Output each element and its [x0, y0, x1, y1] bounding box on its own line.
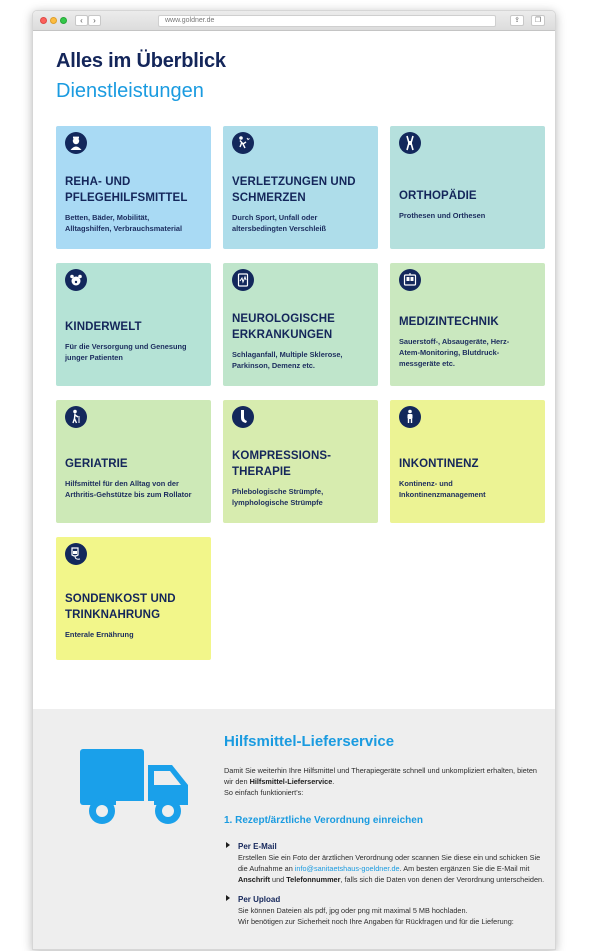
service-tile[interactable] — [390, 400, 545, 523]
email-option-heading: Per E-Mail — [238, 842, 277, 851]
service-title: VERLETZUNGEN UND SCHMERZEN — [232, 176, 356, 204]
brain-scan-icon — [232, 269, 254, 291]
service-tile-body — [65, 575, 205, 655]
nurse-icon — [65, 132, 87, 154]
service-title: REHA- UND PFLEGEHILFSMITTEL — [65, 176, 188, 204]
page-content — [33, 32, 556, 950]
tabs-icon[interactable]: ❐ — [531, 15, 545, 26]
upload-option-text — [238, 905, 546, 927]
feeding-bag-icon — [65, 543, 87, 565]
service-tile[interactable] — [56, 263, 211, 386]
list-item-email — [224, 841, 546, 885]
service-tile-body — [399, 164, 539, 244]
service-tile-body — [399, 301, 539, 381]
upload-option-heading: Per Upload — [238, 895, 281, 904]
service-tile[interactable] — [56, 537, 211, 660]
email-bold-phone: Telefonnummer — [286, 875, 341, 884]
incontinence-icon — [399, 406, 421, 428]
minimize-window-button[interactable] — [50, 17, 57, 24]
service-description: Schlaganfall, Multiple Sklerose, Parkinson, Demenz etc. — [232, 350, 343, 370]
service-tile[interactable] — [223, 263, 378, 386]
delivery-intro — [224, 765, 544, 798]
page-title: Alles im Überblick — [56, 50, 226, 72]
delivery-title: Hilfsmittel-Lieferservice — [224, 733, 395, 750]
delivery-section — [33, 709, 556, 950]
service-tile-body — [65, 164, 205, 244]
service-description: Hilfsmittel für den Alltag von der Arthritis-Gehstütze bis zum Rollator — [65, 479, 192, 499]
service-description: Kontinenz- und Inkontinenzmanagement — [399, 479, 486, 499]
maximize-window-button[interactable] — [60, 17, 67, 24]
service-tile[interactable] — [390, 126, 545, 249]
service-tile[interactable] — [56, 126, 211, 249]
service-description: Sauerstoff-, Absaugeräte, Herz- Atem-Monitoring, Blutdruck- messgeräte etc. — [399, 336, 510, 368]
intro-bold: Hilfsmittel-Lieferservice — [249, 777, 333, 786]
step-1-title: 1. Rezept/ärztliche Verordnung einreichen — [224, 815, 423, 826]
intro-line2: So einfach funktioniert's: — [224, 788, 304, 797]
service-description: Durch Sport, Unfall oder altersbedingten Verschleiß — [232, 213, 327, 233]
service-description: Prothesen und Orthesen — [399, 210, 486, 220]
service-tile-body — [399, 438, 539, 518]
email-text: und — [270, 875, 287, 884]
browser-titlebar — [33, 11, 555, 31]
service-title: NEUROLOGISCHE ERKRANKUNGEN — [232, 313, 335, 341]
service-tile-body — [232, 164, 372, 244]
close-window-button[interactable] — [40, 17, 47, 24]
intro-text: Damit Sie weiterhin Ihre Hilfsmittel und Therapiegeräte schnell und unkompliziert erhalten, bieten wir den — [224, 766, 537, 786]
service-tile-body — [232, 301, 372, 381]
back-button[interactable]: ‹ — [75, 15, 88, 26]
service-tile-body — [65, 438, 205, 518]
email-bold-address: Anschrift — [238, 875, 271, 884]
medical-device-icon — [399, 269, 421, 291]
knee-joint-icon — [399, 132, 421, 154]
services-heading: Dienstleistungen — [56, 80, 204, 102]
email-text: Erstellen Sie ein Foto der ärztlichen Verordnung oder scannen Sie diese ein und schicken Sie die Aufnahme an — [238, 853, 541, 873]
intro-text-end: . — [332, 777, 335, 786]
address-bar[interactable]: www.goldner.de — [158, 15, 496, 27]
service-tile[interactable] — [56, 400, 211, 523]
teddy-bear-icon — [65, 269, 87, 291]
browser-window — [32, 10, 556, 950]
service-description: Enterale Ernährung — [65, 629, 134, 639]
email-text: . Am besten ergänzen Sie die E-Mail mit — [399, 864, 530, 873]
service-title: SONDENKOST UND TRINKNAHRUNG — [65, 592, 176, 621]
list-item-upload — [224, 894, 546, 927]
delivery-truck-icon — [80, 749, 190, 827]
service-tile[interactable] — [390, 263, 545, 386]
service-description: Betten, Bäder, Mobilität, Alltagshilfen, Verbrauchsmaterial — [65, 213, 183, 233]
service-description: Phlebologische Strümpfe, lymphologische Strümpfe — [232, 487, 324, 507]
email-option-text — [238, 852, 546, 885]
service-tile[interactable] — [223, 126, 378, 249]
service-tile[interactable] — [223, 400, 378, 523]
upload-text: Wir benötigen zur Sicherheit noch Ihre Angaben für Rückfragen und für die Lieferung: — [238, 917, 514, 926]
forward-button[interactable]: › — [88, 15, 101, 26]
elderly-walking-icon — [65, 406, 87, 428]
service-title: KINDERWELT — [65, 321, 142, 333]
service-title: INKONTINENZ — [399, 458, 479, 470]
upload-text: Sie können Dateien als pdf, jpg oder png mit maximal 5 MB hochladen. — [238, 906, 468, 915]
email-link[interactable]: info@sanitaetshaus-goeldner.de — [294, 864, 400, 873]
bullet-arrow-icon — [226, 895, 230, 901]
service-tile-body — [65, 301, 205, 381]
compression-leg-icon — [232, 406, 254, 428]
service-description: Für die Versorgung und Genesung junger Patienten — [65, 342, 187, 362]
email-text: , falls sich die Daten von denen der Verordnung unterscheiden. — [340, 875, 545, 884]
service-title: KOMPRESSIONS- THERAPIE — [232, 450, 332, 478]
bullet-arrow-icon — [226, 842, 230, 848]
service-title: ORTHOPÄDIE — [399, 189, 477, 202]
service-title: MEDIZINTECHNIK — [399, 315, 499, 328]
service-tile-body — [232, 438, 372, 518]
share-icon[interactable]: ⇪ — [510, 15, 524, 26]
service-title: GERIATRIE — [65, 458, 128, 470]
injury-icon — [232, 132, 254, 154]
submission-options-list — [224, 841, 546, 936]
